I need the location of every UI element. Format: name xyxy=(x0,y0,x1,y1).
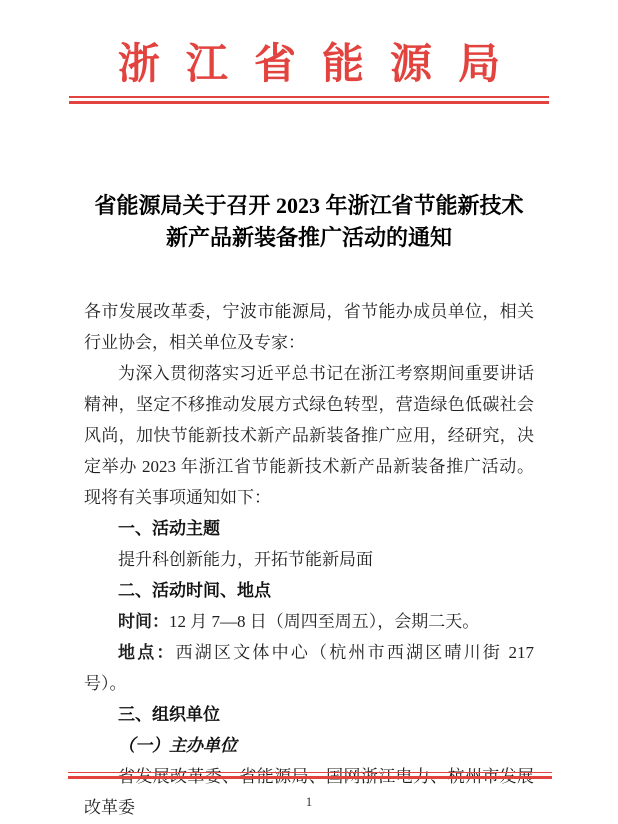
document-title: 省能源局关于召开 2023 年浙江省节能新技术新产品新装备推广活动的通知 xyxy=(94,193,524,250)
section-3-heading: 三、组织单位 xyxy=(118,705,220,724)
section-3-subheading-organizers: （一）主办单位 xyxy=(118,736,237,755)
organizers-list: 省发展改革委、省能源局、国网浙江电力、杭州市发展改革委 xyxy=(84,767,534,817)
document-body xyxy=(84,296,534,823)
intro-paragraph: 为深入贯彻落实习近平总书记在浙江考察期间重要讲话精神，坚定不移推动发展方式绿色转型，营造绿色低碳社会风尚，加快节能新技术新产品新装备推广应用，经研究，决定举办 2023 年浙江省节能新技术新产品新装备推广活动。现将有关事项通知如下： xyxy=(84,364,534,507)
location-value: 西湖区文体中心（杭州市西湖区晴川街 217 号）。 xyxy=(84,643,535,693)
letterhead-agency-name: 浙江省能源局 xyxy=(117,42,527,88)
footer-double-rule xyxy=(68,772,552,779)
time-label: 时间： xyxy=(118,612,169,631)
event-time-line xyxy=(84,606,534,637)
letterhead-double-rule xyxy=(69,96,549,104)
section-2-heading: 二、活动时间、地点 xyxy=(118,581,271,600)
section-1-heading: 一、活动主题 xyxy=(118,519,220,538)
section-1-theme-text: 提升科创新能力，开拓节能新局面 xyxy=(118,550,373,569)
letterhead xyxy=(84,40,534,104)
location-label: 地点： xyxy=(118,643,176,662)
recipients-line: 各市发展改革委，宁波市能源局，省节能办成员单位，相关行业协会，相关单位及专家： xyxy=(84,302,534,352)
event-location-line xyxy=(84,637,534,699)
time-value: 12 月 7—8 日（周四至周五），会期二天。 xyxy=(169,612,480,631)
page-number: 1 xyxy=(305,794,313,809)
